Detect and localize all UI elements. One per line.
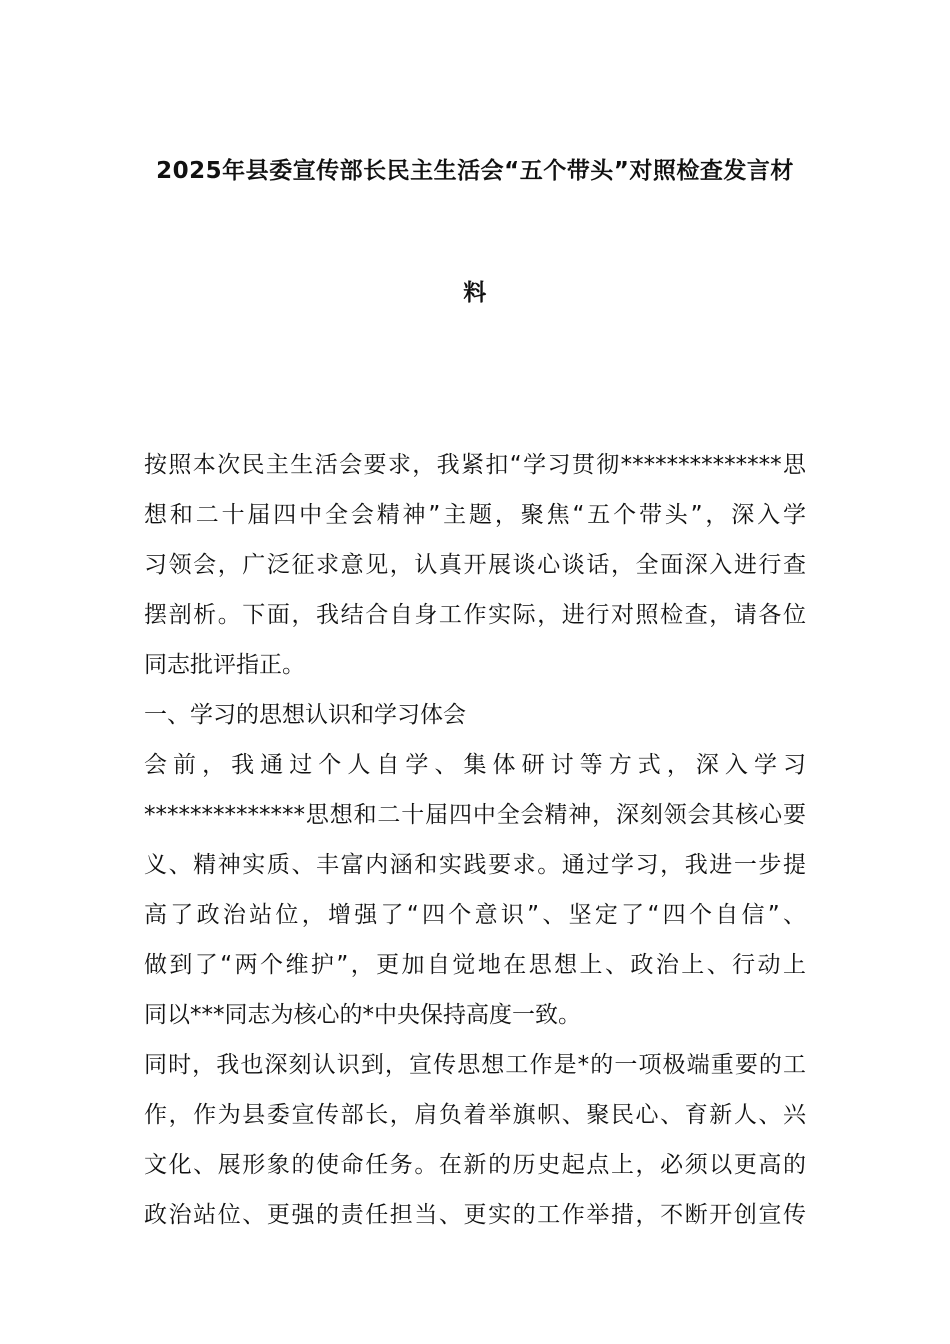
body-line: 政治站位、更强的责任担当、更实的工作举措，不断开创宣传 <box>144 1202 806 1228</box>
body-line: 会前，我通过个人自学、集体研讨等方式，深入学习 <box>144 752 806 778</box>
body-line: 习领会，广泛征求意见，认真开展谈心谈话，全面深入进行查 <box>144 552 806 578</box>
body-line: 义、精神实质、丰富内涵和实践要求。通过学习，我进一步提 <box>144 852 806 878</box>
body-line: 同以***同志为核心的*中央保持高度一致。 <box>144 1002 581 1028</box>
section-heading: 一、学习的思想认识和学习体会 <box>144 702 466 728</box>
body-line: 想和二十届四中全会精神”主题，聚焦“五个带头”，深入学 <box>144 502 806 528</box>
document-title-line-2: 料 <box>463 280 487 306</box>
body-line: 做到了“两个维护”，更加自觉地在思想上、政治上、行动上 <box>144 952 806 978</box>
body-line: 按照本次民主生活会要求，我紧扣“学习贯彻**************思 <box>144 452 806 478</box>
body-line: **************思想和二十届四中全会精神，深刻领会其核心要 <box>144 802 806 828</box>
body-line: 同时，我也深刻认识到，宣传思想工作是*的一项极端重要的工 <box>144 1052 806 1078</box>
body-line: 摆剖析。下面，我结合自身工作实际，进行对照检查，请各位 <box>144 602 806 628</box>
document-body <box>144 440 806 1240</box>
body-line: 作，作为县委宣传部长，肩负着举旗帜、聚民心、育新人、兴 <box>144 1102 806 1128</box>
document-title-line-1: 2025年县委宣传部长民主生活会“五个带头”对照检查发言材 <box>156 158 794 184</box>
body-line: 文化、展形象的使命任务。在新的历史起点上，必须以更高的 <box>144 1152 806 1178</box>
body-line: 高了政治站位，增强了“四个意识”、坚定了“四个自信”、 <box>144 902 806 928</box>
body-line: 同志批评指正。 <box>144 652 305 678</box>
